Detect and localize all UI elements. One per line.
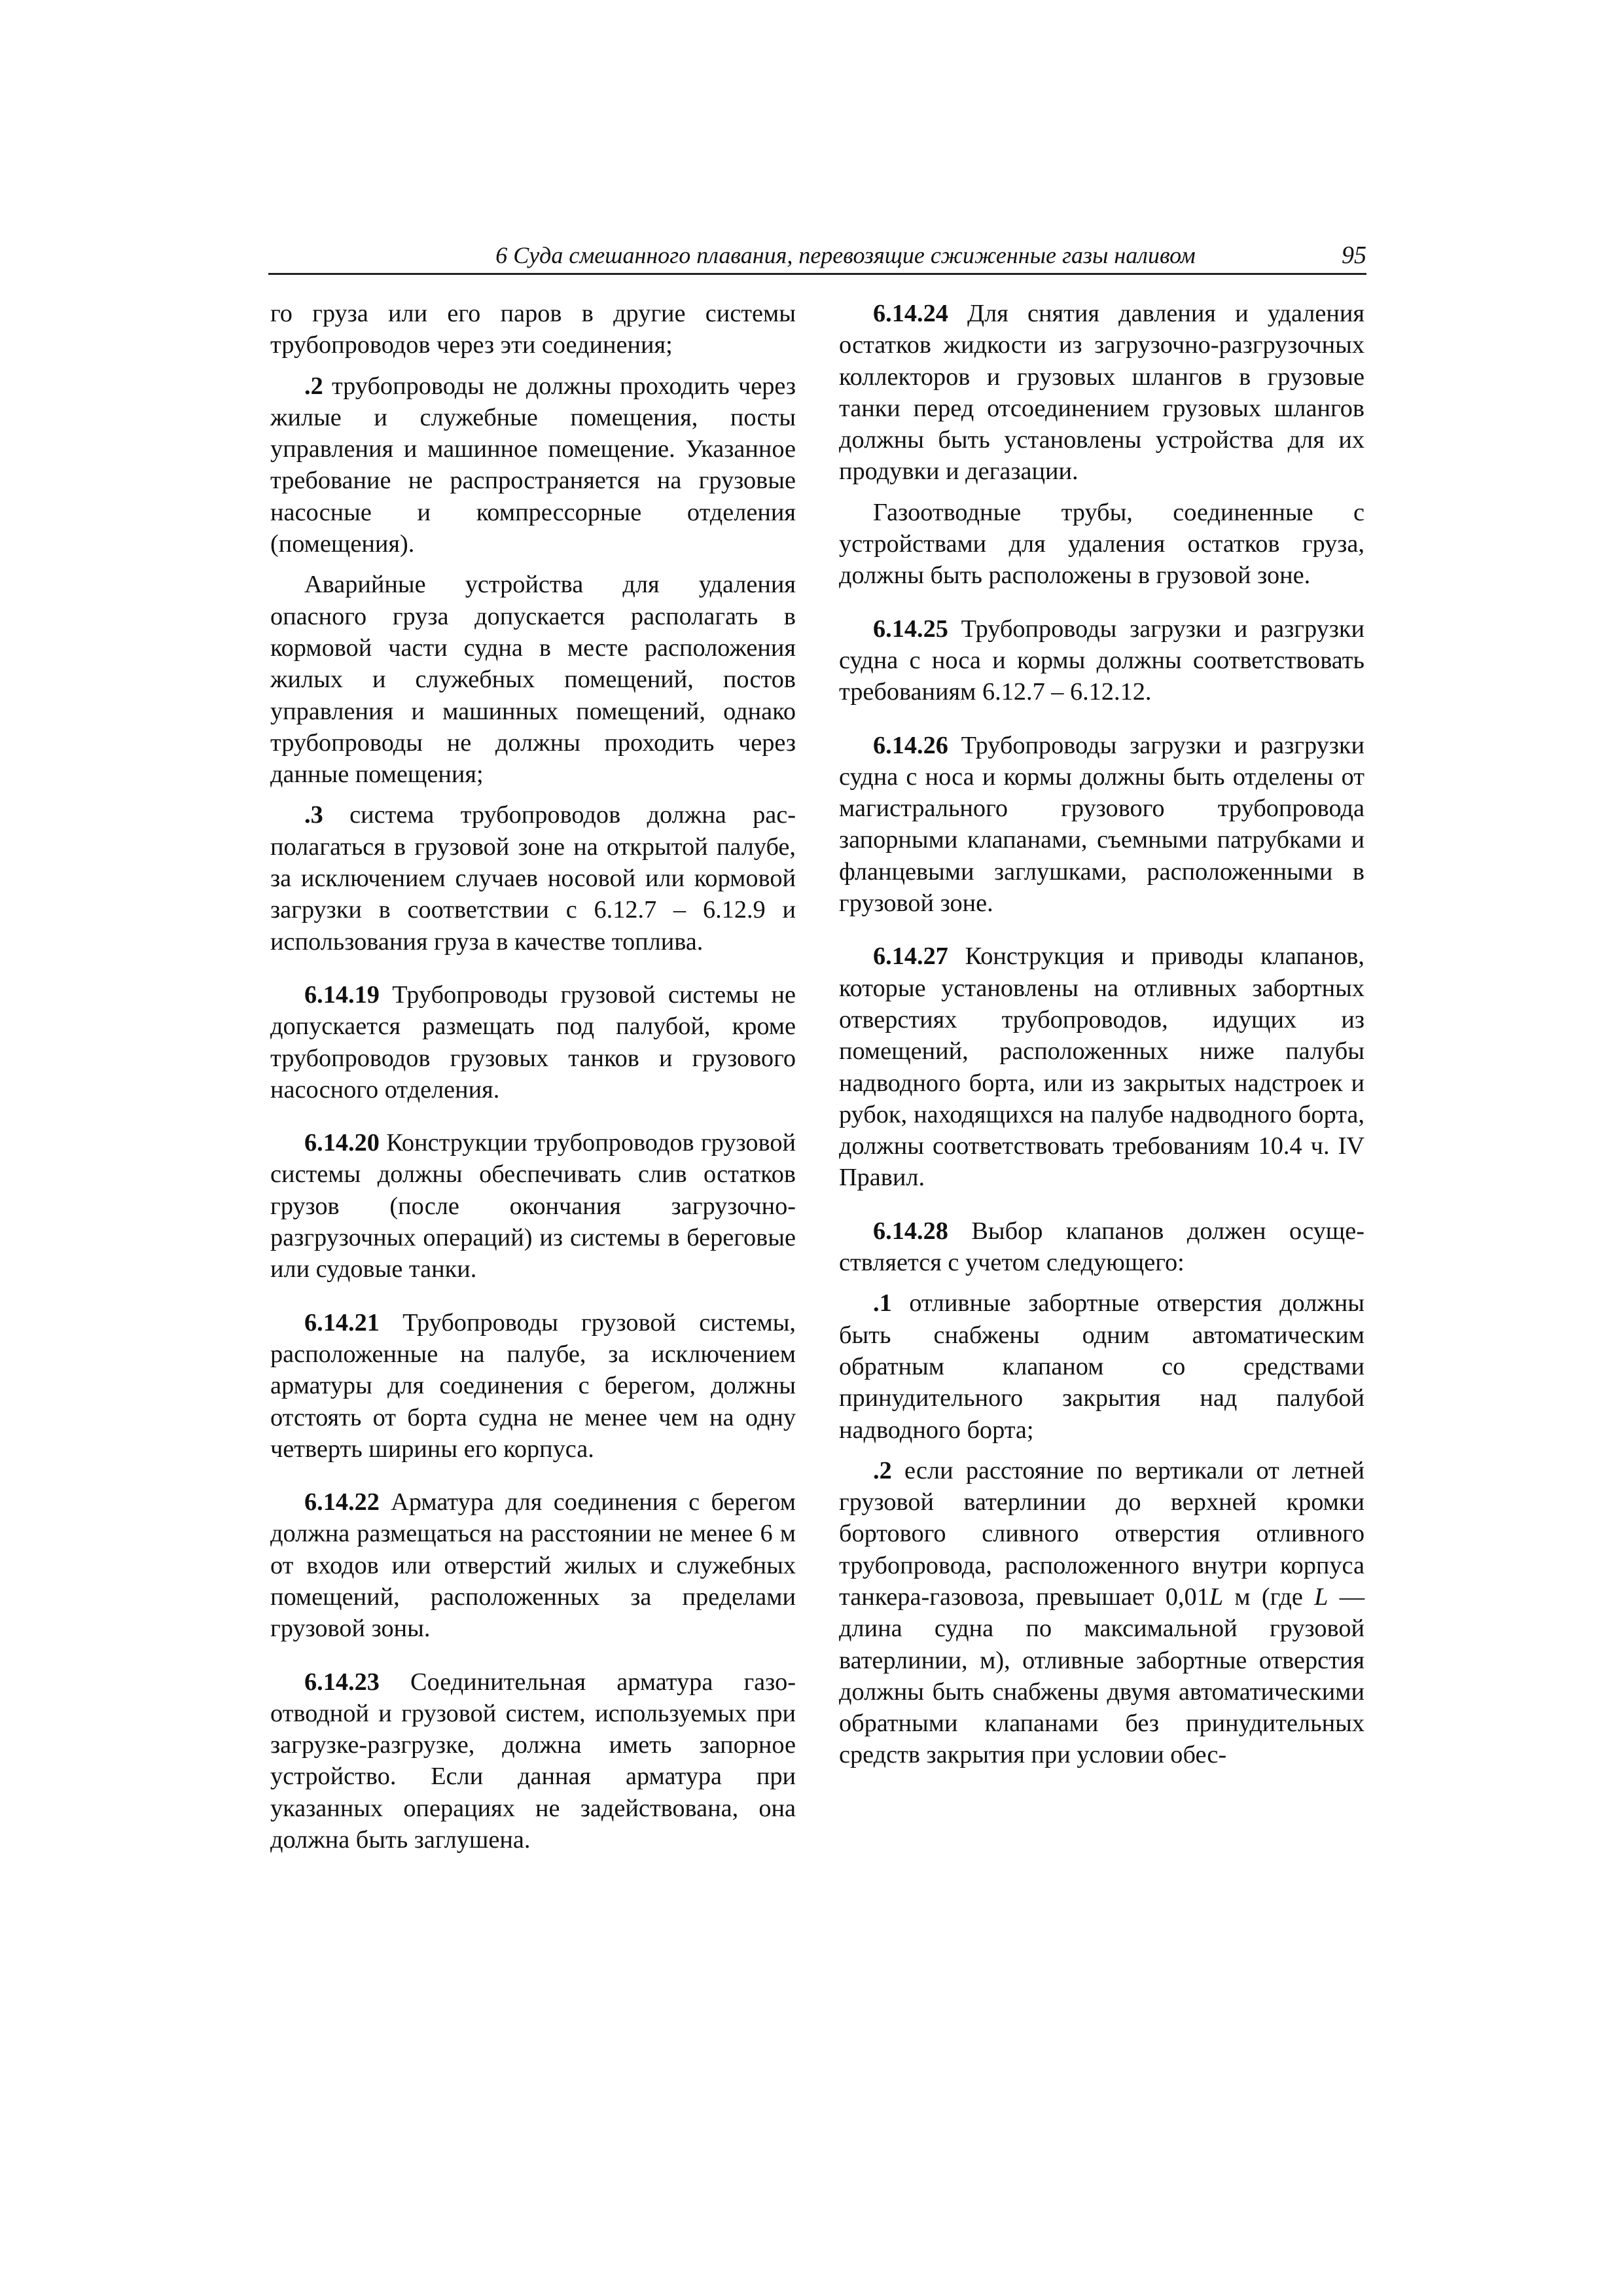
paragraph: .3 система трубопроводов должна располагаться в грузовой зоне на открытой палубе, за исключением случаев носовой или кормовой загрузки в соответствии с 6.12.7 – 6.12.9 и использования груза в качестве топлива.: [270, 801, 796, 956]
symbol-l: L: [1209, 1583, 1224, 1611]
item-number: .2: [304, 372, 323, 400]
clause-number: 6.14.23: [304, 1668, 380, 1696]
paragraph: 6.14.23 Соединительная арматура газоотводной и грузовой систем, используемых при загрузке-разгрузке, должна иметь запорное устройство. Если данная арматура при указанных операциях не задействована, она должна быть заглушена.: [270, 1668, 796, 1854]
clause-number: 6.14.19: [304, 980, 380, 1009]
chapter-title: 6 Суда смешанного плавания, перевозящие сжиженные газы наливом: [495, 242, 1196, 268]
running-header: [268, 239, 1366, 275]
clause-number: 6.14.24: [873, 300, 948, 327]
paragraph: Аварийные устройства для удаления опасного груза допускается располагать в кормовой части судна в месте расположения жилых и служебных помещений, постов управления и машинных помещений, однако трубопроводы не должны проходить через данные помещения;: [270, 571, 796, 789]
paragraph: .1 отливные забортные отверстия должны быть снабжены одним автоматическим обратным клапаном со средствами принудительного закрытия над палубой надводного борта;: [839, 1289, 1364, 1444]
paragraph: Газоотводные трубы, соединенные с устройствами для удаления остатков груза, должны быть расположены в грузовой зоне.: [839, 498, 1364, 590]
paragraph: 6.14.26 Трубопроводы загрузки и разгрузки судна с носа и кормы должны быть отделены от магистрального грузового трубопровода запорными клапанами, съемными патрубками и фланцевыми заглушками, расположенными в грузовой зоне.: [839, 731, 1364, 918]
clause-number: 6.14.25: [873, 615, 948, 643]
left-column: [270, 298, 796, 1856]
clause-number: 6.14.26: [873, 731, 948, 759]
paragraph: 6.14.19 Трубопроводы грузовой системы не допускается размещать под палубой, кроме трубопроводов грузовых танков и грузового насосного отделения.: [270, 980, 796, 1103]
clause-number: 6.14.20: [304, 1129, 380, 1157]
paragraph: .2 трубопроводы не должны проходить через жилые и служебные помещения, посты управления и машинное помещение. Указанное требование не распространяется на грузовые насосные и компрессорные отделения (помещения).: [270, 372, 796, 558]
item-number: .1: [873, 1289, 892, 1318]
clause-number: 6.14.28: [873, 1217, 948, 1245]
symbol-l: L: [1314, 1583, 1329, 1611]
paragraph: .2 если расстояние по вертикали от летней грузовой ватерлинии до верхней кромки бортового сливного отверстия отливного трубопровода, расположенного внутри корпуса танкера-газовоза, превышает 0,01L м (где L — длина судна по максимальной грузовой ватерлинии, м), отливные забортные отверстия должны быть снабжены двумя автоматическими обратными клапанами без принудительных средств закрытия при условии обес-: [839, 1456, 1364, 1769]
clause-number: 6.14.21: [304, 1308, 380, 1336]
right-column: [839, 298, 1364, 1771]
paragraph: 6.14.22 Арматура для соединения с берегом должна размещаться на расстоянии не менее 6 м от входов или отверстий жилых и служебных помещений, расположенных за пределами грузовой зоны.: [270, 1488, 796, 1643]
paragraph: 6.14.20 Конструкции трубопроводов грузовой системы должны обеспечивать слив остатков грузов (после окончания загрузочно-разгрузочных операций) из системы в береговые или судовые танки.: [270, 1129, 796, 1283]
clause-number: 6.14.27: [873, 942, 948, 971]
page-number: 95: [1342, 242, 1366, 269]
item-number: .3: [304, 801, 323, 829]
clause-number: 6.14.22: [304, 1488, 380, 1516]
paragraph: 6.14.27 Конструкция и приводы клапанов, которые установлены на отливных забортных отверстиях трубопроводов, идущих из помещений, расположенных ниже палубы надводного борта, или из закрытых надстроек и рубок, находящихся на палубе надводного борта, должны соответствовать требованиям 10.4 ч. IV Правил.: [839, 942, 1364, 1192]
paragraph: 6.14.25 Трубопроводы загрузки и разгрузки судна с носа и кормы должны соответствовать требованиям 6.12.7 – 6.12.12.: [839, 615, 1364, 706]
paragraph: 6.14.21 Трубопроводы грузовой системы, расположенные на палубе, за исключением арматуры для соединения с берегом, должны отстоять от борта судна не менее чем на одну четверть ширины его корпуса.: [270, 1308, 796, 1463]
paragraph: 6.14.24 Для снятия давления и удаления остатков жидкости из загрузочно-разгрузочных коллекторов и грузовых шлангов в грузовые танки перед отсоединением грузовых шлангов должны быть установлены устройства для их продувки и дегазации.: [839, 300, 1364, 486]
item-number: .2: [873, 1456, 892, 1484]
paragraph: го груза или его паров в другие системы трубопроводов через эти соединения;: [270, 300, 796, 359]
paragraph: 6.14.28 Выбор клапанов должен осуществляется с учетом следующего:: [839, 1217, 1364, 1277]
